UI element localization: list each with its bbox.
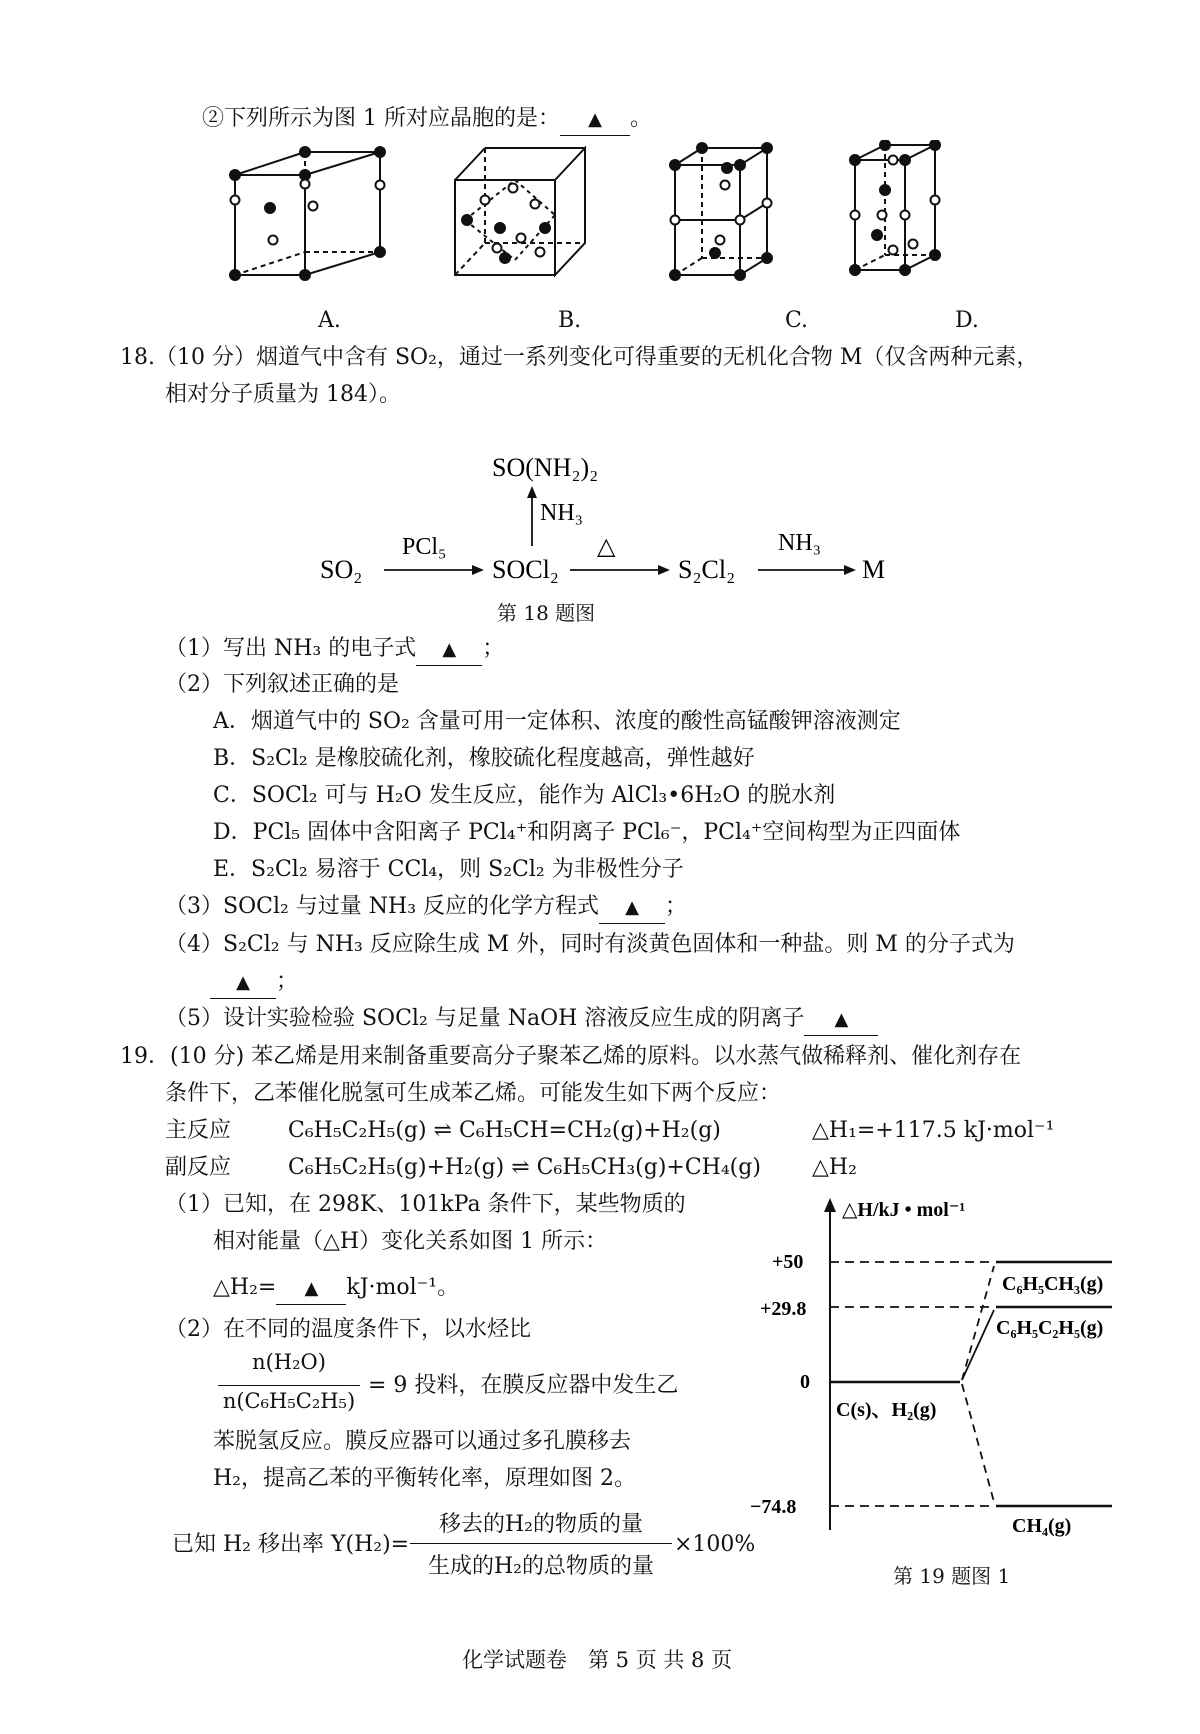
ratio-denominator: n(C₆H₅C₂H₅) <box>222 1389 356 1413</box>
q19-stem-line1: 19．(10 分) 苯乙烯是用来制备重要高分子聚苯乙烯的原料。以水蒸气做稀释剂、催化剂存在 <box>120 1044 1022 1069</box>
tick-minus74-8: −74.8 <box>750 1496 797 1518</box>
page-footer: 化学试题卷 第 5 页 共 8 页 <box>462 1648 733 1672</box>
q18-choice-a: A．烟道气中的 SO₂ 含量可用一定体积、浓度的酸性高锰酸钾溶液测定 <box>213 709 901 734</box>
q18-choice-d: D．PCl₅ 固体中含阳离子 PCl₄⁺和阴离子 PCl₆⁻，PCl₄⁺空间构型为正四面体 <box>213 820 961 845</box>
yield-formula-prefix: 已知 H₂ 移出率 Y(H₂)= <box>172 1532 410 1557</box>
q19-side-equation: C₆H₅C₂H₅(g)+H₂(g) ⇌ C₆H₅CH₃(g)+CH₄(g) <box>288 1155 761 1180</box>
tick-plus50: +50 <box>772 1251 804 1273</box>
cell-option-c <box>670 143 772 280</box>
species-carbon-hydrogen: C(s)、H₂(g) <box>836 1399 937 1421</box>
yield-formula-suffix: ×100% <box>674 1532 756 1557</box>
q19-figure1-caption: 第 19 题图 1 <box>893 1564 1011 1588</box>
scheme-nh3-right: NH₃ <box>778 530 822 556</box>
ratio-numerator: n(H₂O) <box>252 1350 326 1374</box>
scheme-product: SO(NH₂)₂ <box>492 453 599 482</box>
q18-part4: （4）S₂Cl₂ 与 NH₃ 反应除生成 M 外，同时有淡黄色固体和一种盐。则 M 的分子式为 <box>165 932 1015 957</box>
q18-part5: （5）设计实验检验 SOCl₂ 与足量 NaOH 溶液反应生成的阴离子 ▲ <box>165 1004 878 1036</box>
q18-choice-c: C．SOCl₂ 可与 H₂O 发生反应，能作为 AlCl₃•6H₂O 的脱水剂 <box>213 783 836 808</box>
q19-energy-diagram <box>750 1190 1160 1550</box>
q17-sub2: ②下列所示为图 1 所对应晶胞的是： ▲ 。 <box>202 104 652 136</box>
cell-option-b <box>455 148 585 275</box>
q18-stem-line2: 相对分子质量为 184）。 <box>165 382 401 407</box>
answer-blank[interactable]: ▲ <box>276 1273 346 1305</box>
q18-choice-b: B．S₂Cl₂ 是橡胶硫化剂，橡胶硫化程度越高，弹性越好 <box>213 746 755 771</box>
axis-label: △H/kJ • mol⁻¹ <box>842 1199 966 1221</box>
q18-caption: 第 18 题图 <box>497 601 596 625</box>
answer-blank[interactable]: ▲ <box>599 892 665 924</box>
option-b-label: B. <box>558 308 582 333</box>
answer-blank[interactable]: ▲ <box>416 634 482 666</box>
q18-part2: （2）下列叙述正确的是 <box>165 672 399 697</box>
answer-blank[interactable]: ▲ <box>804 1004 878 1036</box>
yield-numerator: 移去的H₂的物质的量 <box>438 1512 643 1537</box>
yield-fraction-bar <box>410 1543 672 1544</box>
q19-part1-line3: △H₂= ▲ kJ·mol⁻¹。 <box>213 1273 459 1305</box>
q18-part4-answer: ▲ ； <box>210 967 298 999</box>
q19-side-label: 副反应 <box>165 1155 232 1180</box>
q19-part2-line1: （2）在不同的温度条件下，以水烃比 <box>165 1317 531 1342</box>
scheme-s2cl2: S₂Cl₂ <box>678 555 736 584</box>
scheme-so2: SO₂ <box>320 555 363 584</box>
q19-stem-line2: 条件下，乙苯催化脱氢可生成苯乙烯。可能发生如下两个反应： <box>165 1081 782 1106</box>
scheme-pcl5: PCl₅ <box>402 534 447 560</box>
scheme-nh3-up: NH₃ <box>540 500 584 526</box>
q19-part2-line4: H₂，提高乙苯的平衡转化率，原理如图 2。 <box>213 1466 636 1491</box>
option-a-label: A. <box>318 308 341 333</box>
cell-option-a <box>230 147 385 280</box>
option-c-label: C. <box>785 308 809 333</box>
q18-stem-line1: 18.（10 分）烟道气中含有 SO₂，通过一系列变化可得重要的无机化合物 M（仅含两种元素， <box>120 345 1039 370</box>
tick-plus29-8: +29.8 <box>760 1298 807 1320</box>
q18-choice-e: E．S₂Cl₂ 易溶于 CCl₄，则 S₂Cl₂ 为非极性分子 <box>213 857 684 882</box>
ratio-fraction-bar <box>218 1385 360 1386</box>
answer-blank[interactable]: ▲ <box>560 104 630 136</box>
q19-side-enthalpy: △H₂ <box>812 1155 857 1180</box>
species-ethylbenzene: C₆H₅C₂H₅(g) <box>996 1317 1104 1339</box>
scheme-m: M <box>862 555 886 584</box>
scheme-heat: △ <box>597 534 616 560</box>
q18-reaction-scheme <box>300 440 920 600</box>
crystal-cell-options <box>215 140 1035 310</box>
q19-part1-line2: 相对能量（△H）变化关系如图 1 所示： <box>213 1229 608 1254</box>
q19-part2-line3: 苯脱氢反应。膜反应器可以通过多孔膜移去 <box>213 1429 632 1454</box>
scheme-socl2: SOCl₂ <box>492 555 559 584</box>
q19-main-label: 主反应 <box>165 1118 232 1143</box>
species-toluene: C₆H₅CH₃(g) <box>1002 1273 1104 1295</box>
tick-zero: 0 <box>800 1371 810 1393</box>
answer-blank[interactable]: ▲ <box>210 967 276 999</box>
option-d-label: D. <box>955 308 979 333</box>
cell-option-d <box>850 140 940 275</box>
species-methane: CH₄(g) <box>1012 1515 1072 1537</box>
q18-part3: （3）SOCl₂ 与过量 NH₃ 反应的化学方程式 ▲ ； <box>165 892 687 924</box>
q19-main-equation: C₆H₅C₂H₅(g) ⇌ C₆H₅CH=CH₂(g)+H₂(g) <box>288 1118 721 1143</box>
q19-part1-line1: （1）已知，在 298K、101kPa 条件下，某些物质的 <box>165 1192 686 1217</box>
q18-part1: （1）写出 NH₃ 的电子式 ▲ ； <box>165 634 504 666</box>
yield-denominator: 生成的H₂的总物质的量 <box>427 1554 654 1579</box>
q19-ratio-rest: = 9 投料，在膜反应器中发生乙 <box>368 1373 679 1398</box>
q19-main-enthalpy: △H₁=+117.5 kJ·mol⁻¹ <box>812 1118 1055 1143</box>
